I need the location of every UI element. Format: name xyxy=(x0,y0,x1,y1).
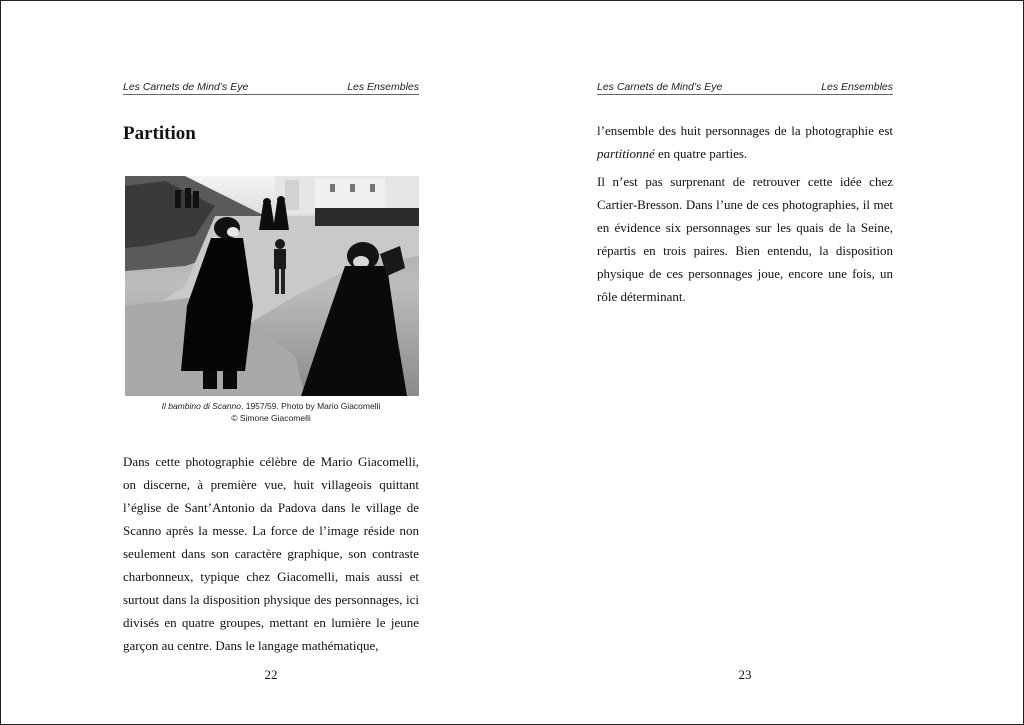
body-paragraph-continued xyxy=(597,119,893,165)
header-book-title: Les Carnets de Mind’s Eye xyxy=(123,81,249,93)
caption-credit: © Simone Giacomelli xyxy=(231,412,311,423)
photo-caption xyxy=(123,401,419,424)
section-title: Partition xyxy=(123,123,196,144)
page-number: 23 xyxy=(738,667,752,682)
header-chapter: Les Ensembles xyxy=(347,81,419,93)
caption-line xyxy=(123,401,419,413)
photograph-image xyxy=(125,176,419,396)
body-paragraph: Dans cette photographie célèbre de Mario Giacomelli, on discerne, à première vue, huit villageois quittant l’église de Sant’Antonio da Padova dans le village de Scanno après la messe. La force de l’image réside non seulement dans son caractère graphique, son contraste charbonneux, typique chez Giacomelli, mais aussi et surtout dans la disposition physique des personnages, ici divisés en quatre groupes, mettant en lumière le jeune garçon au centre. Dans le langage mathématique, xyxy=(123,454,419,653)
header-book-title: Les Carnets de Mind’s Eye xyxy=(597,81,723,93)
right-page xyxy=(597,1,893,724)
running-header xyxy=(123,81,419,95)
body-paragraph: Il n’est pas surprenant de retrouver cette idée chez Cartier-Bresson. Dans l’une de ces photographies, il met en évidence six personnages sur les quais de la Seine, répartis en trois paires. Bien entendu, la disposition physique de ces personnages joue, encore une fois, un rôle déterminant. xyxy=(597,174,893,304)
emphasized-word: partitionné xyxy=(597,146,655,161)
caption-title: Il bambino di Scanno xyxy=(161,401,241,411)
header-chapter: Les Ensembles xyxy=(821,81,893,93)
paragraph-text: l’ensemble des huit personnages de la photographie est xyxy=(597,123,893,138)
left-page xyxy=(123,1,419,724)
page-number: 22 xyxy=(264,667,278,682)
running-header xyxy=(597,81,893,95)
photograph xyxy=(125,176,419,396)
paragraph-text: en quatre parties. xyxy=(654,146,748,161)
caption-details: , 1957/59. Photo by Mario Giacomelli xyxy=(241,401,381,411)
